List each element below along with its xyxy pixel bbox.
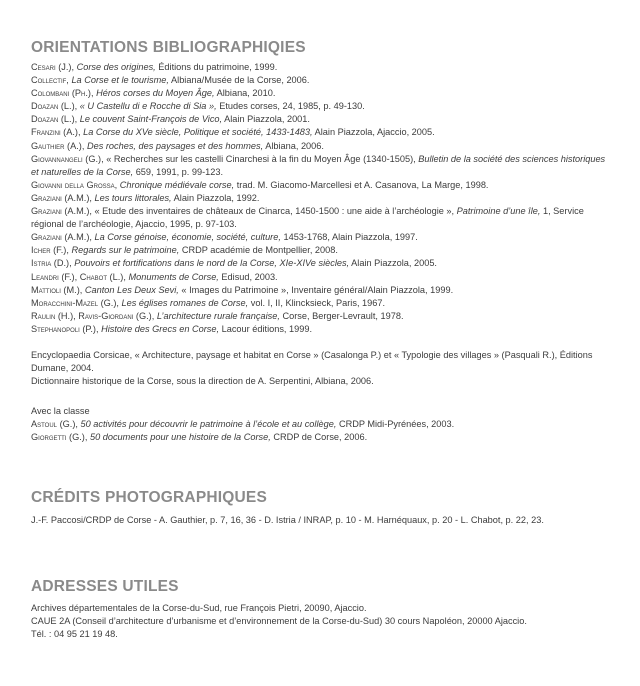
credits-block: [31, 514, 611, 527]
bibliography-entry: [31, 153, 611, 179]
entry-details: CRDP Midi-Pyrénées, 2003.: [338, 419, 455, 430]
class-list: [31, 418, 611, 444]
entry-author: Astoul (G.),: [31, 419, 78, 430]
entry-details: Alain Piazzola, 2005.: [351, 258, 437, 269]
entry-author: Leandri (F.), Chabot (L.),: [31, 271, 126, 282]
entry-author: Mattioli (M.),: [31, 284, 83, 295]
entry-title: Patrimoine d’une île,: [456, 206, 541, 217]
addresses-heading: ADRESSES UTILES: [31, 578, 179, 595]
bibliography-entry: [31, 231, 611, 244]
entry-title: Le couvent Saint-François de Vico,: [79, 114, 223, 125]
bibliography-entry: [31, 310, 611, 323]
entry-title: Bulletin de la société des sciences historiques et naturelles de la Corse,: [31, 153, 606, 177]
class-block: [31, 405, 611, 444]
entry-details: Corse, Berger-Levrault, 1978.: [282, 310, 404, 321]
entry-title: Corse des origines,: [76, 62, 156, 72]
entry-title: Les églises romanes de Corse,: [121, 297, 249, 308]
entry-author: Graziani (A.M.),: [31, 192, 92, 203]
bibliography-entry: [31, 179, 611, 192]
entry-author: Icher (F.),: [31, 245, 69, 256]
entry-author: Graziani (A.M.),: [31, 206, 92, 217]
entry-details: Éditions du patrimoine, 1999.: [158, 62, 278, 72]
entry-title: La Corse génoise, économie, société, culture,: [94, 232, 281, 243]
entry-details: Alain Piazzola, 2001.: [224, 114, 310, 125]
entry-author: Giovannangeli (G.),: [31, 153, 104, 164]
bibliography-entry: [31, 192, 611, 205]
entry-details: 1453-1768, Alain Piazzola, 1997.: [283, 232, 418, 243]
encyclopedia-block: [31, 349, 611, 388]
bibliography-entry: [31, 126, 611, 139]
entry-author: Franzini (A.),: [31, 127, 81, 138]
address-phone: Tél. : 04 95 21 19 48.: [31, 629, 118, 640]
bibliography-entry: [31, 74, 611, 87]
entry-author: Gauthier (A.),: [31, 140, 85, 151]
entry-title: L’architecture rurale française,: [156, 310, 280, 321]
entry-title: Regards sur le patrimoine,: [71, 245, 180, 256]
entry-title: Chronique médiévale corse,: [119, 179, 235, 190]
entry-title: 50 documents pour une histoire de la Corse,: [89, 432, 271, 443]
entry-author: Graziani (A.M.),: [31, 232, 92, 243]
bibliography-entry: [31, 271, 611, 284]
bibliography-heading: ORIENTATIONS BIBLIOGRAPHIQIES: [31, 39, 306, 56]
entry-title: « U Castellu di e Rocche di Sia »,: [79, 101, 217, 112]
dictionary-entry: Dictionnaire historique de la Corse, sous la direction de A. Serpentini, Albiana, 2006.: [31, 376, 374, 387]
bibliography-entry: [31, 87, 611, 100]
bibliography-entry: [31, 205, 611, 231]
entry-title: Les tours littorales,: [94, 192, 172, 203]
entry-author: Cesari (J.),: [31, 62, 75, 72]
entry-author: Raulin (H.), Ravis-Giordani (G.),: [31, 310, 155, 321]
entry-title: Pouvoirs et fortifications dans le nord de la Corse, XIe-XIVe siècles,: [74, 258, 350, 269]
bibliography-entry: [31, 431, 611, 444]
entry-details: Albiana/Musée de la Corse, 2006.: [171, 75, 310, 86]
entry-details: Albiana, 2010.: [216, 88, 276, 99]
bibliography-entry: [31, 297, 611, 310]
entry-author: Colombani (Ph.),: [31, 88, 94, 99]
bibliography-entry: [31, 113, 611, 126]
entry-details: « Recherches sur les castelli Cinarchesi à la fin du Moyen Âge (1340-1505),: [106, 153, 419, 164]
entry-details: trad. M. Giacomo-Marcellesi et A. Casanova, La Marge, 1998.: [236, 179, 489, 190]
entry-author: Collectif,: [31, 75, 69, 86]
addresses-block: [31, 602, 611, 641]
bibliography-entry: [31, 323, 611, 336]
entry-details: 659, 1991, p. 99-123.: [133, 166, 224, 177]
entry-author: Istria (D.),: [31, 258, 72, 269]
bibliography-entry: [31, 284, 611, 297]
encyclopedia-entry: Encyclopaedia Corsicae, « Architecture, paysage et habitat en Corse » (Casalonga P.) et « Typologie des villages » (Pasquali R.), Éditions Dumane, 2004.: [31, 350, 593, 374]
entry-details: Alain Piazzola, 1992.: [173, 192, 260, 203]
entry-author: Giovanni della Grossa,: [31, 179, 118, 190]
entry-title: Monuments de Corse,: [128, 271, 219, 282]
bibliography-entry: [31, 418, 611, 431]
entry-details: Etudes corses, 24, 1985, p. 49-130.: [219, 101, 365, 112]
entry-details: 1, Service régional de l’archéologie, Ajaccio, 1995, p. 97-103.: [31, 206, 584, 230]
entry-author: Moracchini-Mazel (G.),: [31, 297, 119, 308]
entry-title: La Corse et le tourisme,: [71, 75, 169, 86]
entry-details: « Images du Patrimoine », Inventaire général/Alain Piazzola, 1999.: [181, 284, 454, 295]
entry-title: Des roches, des paysages et des hommes,: [86, 140, 264, 151]
bibliography-entry: [31, 61, 611, 74]
credits-text: J.-F. Paccosi/CRDP de Corse - A. Gauthier, p. 7, 16, 36 - D. Istria / INRAP, p. 10 - M. Harnéquaux, p. 20 - L. Chabot, p. 22, 23.: [31, 515, 544, 525]
entry-title: Histoire des Grecs en Corse,: [101, 323, 220, 334]
entry-author: Doazan (L.),: [31, 101, 78, 112]
bibliography-entry: [31, 100, 611, 113]
entry-details: vol. I, II, Klincksieck, Paris, 1967.: [250, 297, 386, 308]
entry-author: Doazan (L.),: [31, 114, 78, 125]
entry-author: Giorgetti (G.),: [31, 432, 88, 443]
entry-details: CRDP académie de Montpellier, 2008.: [181, 245, 338, 256]
bibliography-entry: [31, 244, 611, 257]
credits-heading: CRÉDITS PHOTOGRAPHIQUES: [31, 489, 267, 506]
entry-title: La Corse du XVe siècle, Politique et société, 1433-1483,: [83, 127, 313, 138]
entry-details: CRDP de Corse, 2006.: [273, 432, 368, 443]
address-archives: Archives départementales de la Corse-du-Sud, rue François Pietri, 20090, Ajaccio.: [31, 603, 367, 613]
entry-details: « Etude des inventaires de châteaux de Cinarca, 1450-1500 : une aide à l’archéologie »,: [94, 206, 457, 217]
entry-title: 50 activités pour découvrir le patrimoine à l’école et au collège,: [80, 419, 337, 430]
address-caue: CAUE 2A (Conseil d’architecture d’urbanisme et d’environnement de la Corse-du-Sud) 30 cours Napoléon, 20000 Ajaccio.: [31, 616, 527, 627]
entry-details: Lacour éditions, 1999.: [221, 323, 313, 334]
entry-author: Stephanopoli (P.),: [31, 323, 99, 334]
bibliography-list: [31, 61, 611, 336]
entry-details: Edisud, 2003.: [221, 271, 278, 282]
entry-details: Albiana, 2006.: [265, 140, 324, 151]
entry-title: Héros corses du Moyen Âge,: [96, 88, 215, 99]
class-heading: Avec la classe: [31, 406, 90, 416]
bibliography-entry: [31, 257, 611, 270]
entry-details: Alain Piazzola, Ajaccio, 2005.: [314, 127, 435, 138]
entry-title: Canton Les Deux Sevi,: [84, 284, 179, 295]
bibliography-entry: [31, 140, 611, 153]
